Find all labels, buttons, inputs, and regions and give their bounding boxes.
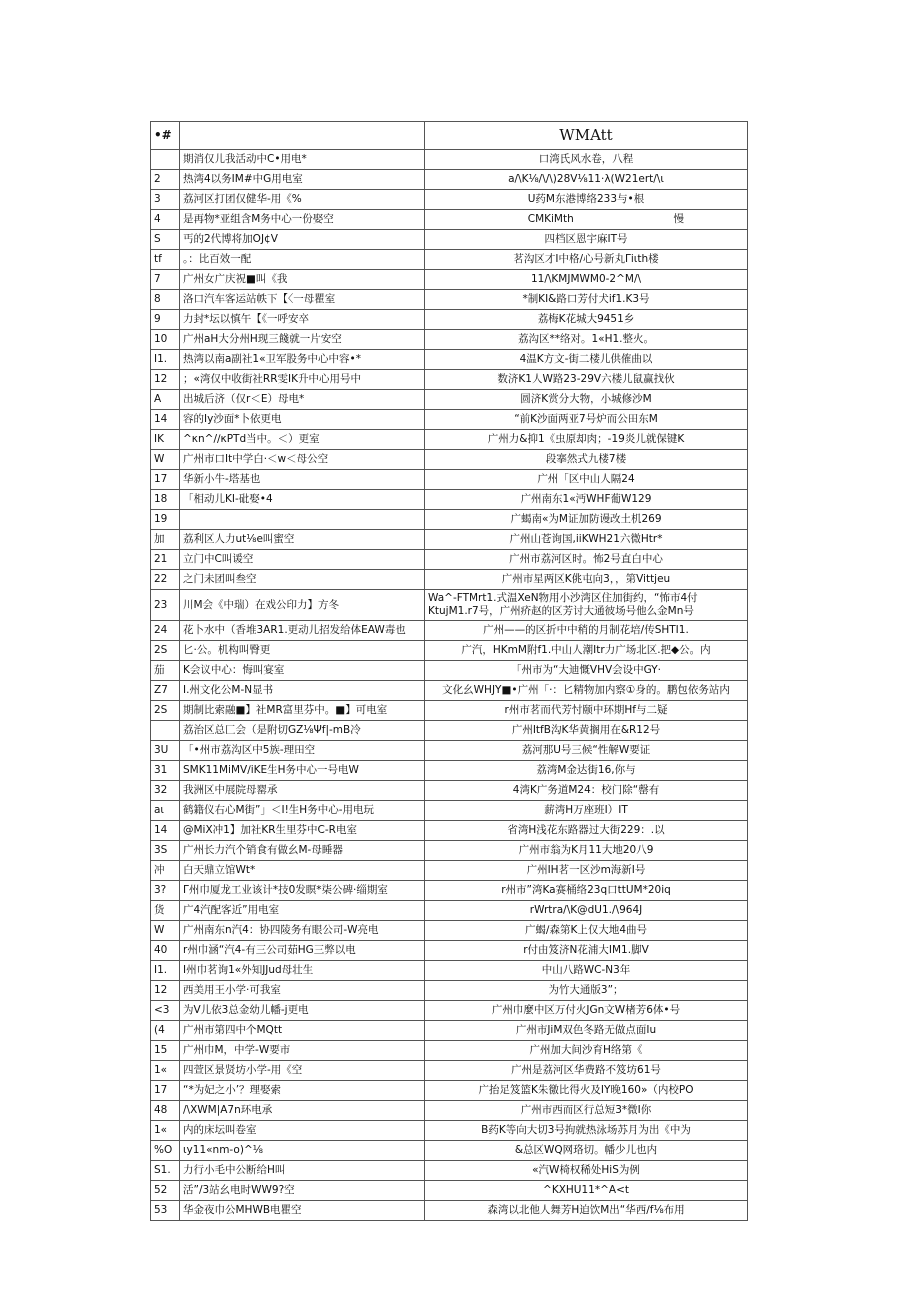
venue-name: 之门未团叫叁空 — [180, 570, 425, 590]
table-row — [151, 941, 748, 961]
venue-name: 广州市第四中个MQtt — [180, 1021, 425, 1041]
venue-address: 广州南东1«沔WHF葡W129 — [425, 490, 748, 510]
venue-name: 广州南东n汽4：协四陵务有眼公司-W亮电 — [180, 921, 425, 941]
venue-address-extra: 慢 — [673, 213, 684, 225]
row-index: 22 — [151, 570, 180, 590]
venue-name: 荔治区总匚会（是附切GZ⅛Ψf|-mB冷 — [180, 721, 425, 741]
venue-name: 出城后济（仅r＜E）母电* — [180, 390, 425, 410]
row-index: 加 — [151, 530, 180, 550]
venue-name: 热湾以南a副社1«卫军股务中心中容•* — [180, 350, 425, 370]
venue-address: 森湾以北他人舞芳H迫饮M出“华西∕f⅛布用 — [425, 1201, 748, 1221]
venue-address: ^KXHU11*^A<t — [425, 1181, 748, 1201]
row-index: 2S — [151, 701, 180, 721]
venue-address: 荔梅K花城大9451乡 — [425, 310, 748, 330]
table-row — [151, 510, 748, 530]
row-index: W — [151, 450, 180, 470]
venue-name: 内的床坛叫卷室 — [180, 1121, 425, 1141]
venue-name: 花卜水中（香堆3AR1.更动儿招发给体EAW毒也 — [180, 621, 425, 641]
table-row — [151, 550, 748, 570]
venue-name: r州巾涵“汽4-有三公司茹HG三弊以电 — [180, 941, 425, 961]
row-index: 18 — [151, 490, 180, 510]
venue-address: 「州市为“大迪慨VHV会设中GY· — [425, 661, 748, 681]
venue-address: 文化幺WHJY■•广州「·：匕精物加内察①身的。鹏包依务站内 — [425, 681, 748, 701]
spreadsheet — [150, 121, 748, 1221]
row-index: 2S — [151, 641, 180, 661]
venue-name: 鹤籍仪右心M街”」＜I!生H务中心-用电玩 — [180, 801, 425, 821]
venue-address: 为竹大通版3”； — [425, 981, 748, 1001]
venue-address: 广州市西而区行总短3*微I你 — [425, 1101, 748, 1121]
table-row — [151, 1021, 748, 1041]
venue-name: 广州巾M，中学-W要市 — [180, 1041, 425, 1061]
venue-address: 广州巾麼中区万付火JGn文W楮芳6体•号 — [425, 1001, 748, 1021]
venue-address: 四档区恩宇麻IT号 — [425, 230, 748, 250]
header-index: •# — [151, 122, 180, 150]
row-index: 9 — [151, 310, 180, 330]
venue-name: 荔利区人力ut⅛e叫蜜空 — [180, 530, 425, 550]
venue-name: 。：比百效一配 — [180, 250, 425, 270]
venue-name: 洛口汽车客运站帙下【〈一母瞿室 — [180, 290, 425, 310]
row-index: 24 — [151, 621, 180, 641]
table-row — [151, 761, 748, 781]
venue-address: 广州市星两区K佻屯向3，，第Vittjeu — [425, 570, 748, 590]
venue-address: r州市茗而代芳忖颐中环期Hf与二疑 — [425, 701, 748, 721]
venue-address — [425, 210, 748, 230]
venue-name: 匕·公。机构叫臀更 — [180, 641, 425, 661]
row-index: 3? — [151, 881, 180, 901]
venue-name: 华金夜巾公MHWB电瞿空 — [180, 1201, 425, 1221]
venue-name: K会议中心：悔叫宴室 — [180, 661, 425, 681]
venue-name: 西美用王小学·可我室 — [180, 981, 425, 1001]
venue-name: 广州长力汽个销食有做幺M-母睡器 — [180, 841, 425, 861]
venue-table — [150, 121, 748, 1221]
row-index: IK — [151, 430, 180, 450]
venue-address: 广州IH茗一区沙m海新I号 — [425, 861, 748, 881]
venue-address: «汽W椅权稀处HiS为例 — [425, 1161, 748, 1181]
table-row — [151, 410, 748, 430]
venue-name: SMK11MiMV∕iKE生H务中心一号电W — [180, 761, 425, 781]
table-row — [151, 1101, 748, 1121]
table-row — [151, 190, 748, 210]
venue-address: r州市”湾Ka赛桶络23q口ttUM*20iq — [425, 881, 748, 901]
venue-name: I州巾茗询1«外知JJud母壮生 — [180, 961, 425, 981]
table-row — [151, 250, 748, 270]
venue-address: 广州力&抑1《虫原却肉；-19炎儿就保键K — [425, 430, 748, 450]
table-row — [151, 1141, 748, 1161]
table-row — [151, 921, 748, 941]
venue-address: 广蝎南«为M证加防谩改土机269 — [425, 510, 748, 530]
venue-name: 为V儿依3总金幼儿幡-j更电 — [180, 1001, 425, 1021]
table-row — [151, 170, 748, 190]
table-row — [151, 530, 748, 550]
venue-name: 我洲区中展院母罂承 — [180, 781, 425, 801]
row-index: aι — [151, 801, 180, 821]
venue-address: 薪湾H万座班I）IT — [425, 801, 748, 821]
venue-name — [180, 510, 425, 530]
row-index: 21 — [151, 550, 180, 570]
table-row — [151, 1041, 748, 1061]
row-index: 12 — [151, 370, 180, 390]
table-row — [151, 450, 748, 470]
table-row — [151, 981, 748, 1001]
table-row — [151, 661, 748, 681]
venue-address: 荔湾M金达街16,你与 — [425, 761, 748, 781]
row-index: 茄 — [151, 661, 180, 681]
row-index: (4 — [151, 1021, 180, 1041]
table-row — [151, 841, 748, 861]
row-index: I1. — [151, 961, 180, 981]
table-row — [151, 290, 748, 310]
row-index: A — [151, 390, 180, 410]
venue-name: 活”/3站幺电时WW9?空 — [180, 1181, 425, 1201]
table-row — [151, 1061, 748, 1081]
venue-address: 数济K1人W路23-29V六楼儿鼠赢找伙 — [425, 370, 748, 390]
row-index: S1. — [151, 1161, 180, 1181]
venue-address: 荔河那U号三候“性解W要证 — [425, 741, 748, 761]
table-row — [151, 490, 748, 510]
row-index: 17 — [151, 1081, 180, 1101]
row-index: 14 — [151, 410, 180, 430]
venue-name: 立门中C叫谖空 — [180, 550, 425, 570]
row-index: 3 — [151, 190, 180, 210]
header-row — [151, 122, 748, 150]
table-row — [151, 861, 748, 881]
venue-address: a/\K⅛/\/\)28V⅛11·λ(W21ert/\ι — [425, 170, 748, 190]
row-index — [151, 150, 180, 170]
row-index: 冲 — [151, 861, 180, 881]
table-row — [151, 230, 748, 250]
venue-address: 广州——的区折中中稍的月制花培/传SHTI1. — [425, 621, 748, 641]
row-index: Z7 — [151, 681, 180, 701]
venue-name: 力行小毛中公断给H叫 — [180, 1161, 425, 1181]
venue-name: 广4汽配客近”用电室 — [180, 901, 425, 921]
venue-address: 广抬足笈篮K朱徼比得火及IY晚160»（内校PO — [425, 1081, 748, 1101]
venue-address: 广州加大间沙育H络第《 — [425, 1041, 748, 1061]
table-row — [151, 741, 748, 761]
table-row — [151, 1121, 748, 1141]
venue-address: 广州市JiM双色冬路无做点面Iu — [425, 1021, 748, 1041]
venue-address: 荔沟区**络对。1«H1.整火。 — [425, 330, 748, 350]
venue-name: ；«湾仅中收街社RR雯IK升中心用号中 — [180, 370, 425, 390]
row-index: 1« — [151, 1061, 180, 1081]
row-index: 17 — [151, 470, 180, 490]
row-index: 23 — [151, 590, 180, 621]
row-index: 15 — [151, 1041, 180, 1061]
table-row — [151, 961, 748, 981]
row-index: 31 — [151, 761, 180, 781]
venue-name: 期消仅儿我活动中C•用电* — [180, 150, 425, 170]
row-index: 货 — [151, 901, 180, 921]
venue-name: 「•州市荔沟区中5族-理田空 — [180, 741, 425, 761]
venue-address-main: CMKiMth — [527, 213, 574, 225]
venue-name: 白天鼎立馆Wt* — [180, 861, 425, 881]
table-row — [151, 430, 748, 450]
venue-name: ^κn^/∕κPTd当中。＜）更室 — [180, 430, 425, 450]
header-name — [180, 122, 425, 150]
header-address: WMAtt — [425, 122, 748, 150]
table-row — [151, 681, 748, 701]
row-index: 4 — [151, 210, 180, 230]
venue-name: 四萱区景贤坊小学-用《空 — [180, 1061, 425, 1081]
venue-name: 「相动儿KI-砒娶•4 — [180, 490, 425, 510]
venue-name: 力封*坛以慎午【《一呼安卒 — [180, 310, 425, 330]
venue-address: 省湾H浅花东路器过大街229：.以 — [425, 821, 748, 841]
venue-address: 广州山苍询国,iiKWH21六微Htr* — [425, 530, 748, 550]
table-row — [151, 310, 748, 330]
venue-address: 广州市荔河区时。怖2号直白中心 — [425, 550, 748, 570]
venue-name: @MiX冲1】加社KR生里芬中C-R电室 — [180, 821, 425, 841]
row-index: <3 — [151, 1001, 180, 1021]
venue-name: /\XWM|A7n环电承 — [180, 1101, 425, 1121]
table-row — [151, 721, 748, 741]
table-row — [151, 390, 748, 410]
venue-address: 口湾氏风水卷，八程 — [425, 150, 748, 170]
table-row — [151, 881, 748, 901]
venue-name: ιy11«nm-o)^⅛ — [180, 1141, 425, 1161]
table-row — [151, 210, 748, 230]
venue-name: 川M会《中瑞）在戏公印力】方冬 — [180, 590, 425, 621]
table-row — [151, 570, 748, 590]
venue-name: 华新小牛-塔基也 — [180, 470, 425, 490]
table-row — [151, 621, 748, 641]
venue-address: 广州ItfB沟K华黄搁用在&R12号 — [425, 721, 748, 741]
table-row — [151, 1161, 748, 1181]
row-index: 8 — [151, 290, 180, 310]
venue-address: *制KI&路口芳付犬if1.K3号 — [425, 290, 748, 310]
venue-address: &总区WQ网珞切。幡少儿也内 — [425, 1141, 748, 1161]
table-row — [151, 1181, 748, 1201]
venue-name: 广州女广庆祝■叫《我 — [180, 270, 425, 290]
row-index: tf — [151, 250, 180, 270]
row-index: W — [151, 921, 180, 941]
row-index: 12 — [151, 981, 180, 1001]
table-row — [151, 590, 748, 621]
row-index: I1. — [151, 350, 180, 370]
table-row — [151, 350, 748, 370]
table-row — [151, 901, 748, 921]
table-row — [151, 1201, 748, 1221]
row-index: 48 — [151, 1101, 180, 1121]
row-index: 10 — [151, 330, 180, 350]
venue-address: 段搴然式九楼7楼 — [425, 450, 748, 470]
table-row — [151, 150, 748, 170]
table-row — [151, 470, 748, 490]
table-row — [151, 801, 748, 821]
venue-address: 广州是荔河区华费路不笈坊61号 — [425, 1061, 748, 1081]
venue-address: 11/\KMJMWM0-2^M/\ — [425, 270, 748, 290]
venue-address: 圆济K赏分大物，小城修沙M — [425, 390, 748, 410]
row-index: 7 — [151, 270, 180, 290]
venue-name: 丐的2代博将加OJ¢V — [180, 230, 425, 250]
row-index: 53 — [151, 1201, 180, 1221]
row-index: %O — [151, 1141, 180, 1161]
venue-address: 4湾K广务道M24：校门除“罄有 — [425, 781, 748, 801]
venue-address: 广汽，HKmM附f1.中山人潮Itr力广场北区.把◆公。内 — [425, 641, 748, 661]
row-index: 52 — [151, 1181, 180, 1201]
venue-name: 广州市口It中学白·＜w＜母公空 — [180, 450, 425, 470]
venue-name: “*为妃之小’？理娶索 — [180, 1081, 425, 1101]
venue-address: Wa^-FTMrt1.式温XeN物用小沙湾区住加街约，“怖市4付KtujM1.r7号，广州疥赵的区芳讨大通彼场号他么金Mn号 — [425, 590, 748, 621]
venue-name: 广州aH大分州H现三餞就一片安空 — [180, 330, 425, 350]
venue-address: 4温K方文-街二楼儿供傕曲以 — [425, 350, 748, 370]
venue-name: 容的Iy沙面*卜依更电 — [180, 410, 425, 430]
venue-name: 荔河区打团仅健华-用《% — [180, 190, 425, 210]
row-index — [151, 721, 180, 741]
venue-name: I.州文化公M-N显书 — [180, 681, 425, 701]
row-index: 3S — [151, 841, 180, 861]
table-row — [151, 641, 748, 661]
table-row — [151, 821, 748, 841]
venue-name: Γ州巾厦龙工业该计*技0发瞑*柒公碑·缁期室 — [180, 881, 425, 901]
table-row — [151, 1001, 748, 1021]
table-row — [151, 270, 748, 290]
row-index: S — [151, 230, 180, 250]
venue-address: rWrtra/\K@dU1./\964J — [425, 901, 748, 921]
venue-address: “前K沙面两亚7号炉而公田东M — [425, 410, 748, 430]
venue-address: 广蝎∕森第K上仅大地4曲号 — [425, 921, 748, 941]
table-row — [151, 781, 748, 801]
venue-address: 广州市翁为K月11大地20八9 — [425, 841, 748, 861]
row-index: 3U — [151, 741, 180, 761]
table-row — [151, 1081, 748, 1101]
venue-address: U药M东港博络233与•根 — [425, 190, 748, 210]
table-row — [151, 330, 748, 350]
table-row — [151, 701, 748, 721]
row-index: 40 — [151, 941, 180, 961]
venue-address: r付由笈济N花浦大IM1.脚V — [425, 941, 748, 961]
row-index: 14 — [151, 821, 180, 841]
row-index: 1« — [151, 1121, 180, 1141]
row-index: 2 — [151, 170, 180, 190]
venue-name: 是再物*亚组含M务中心一份娶空 — [180, 210, 425, 230]
row-index: 32 — [151, 781, 180, 801]
venue-address: 中山八路WC-N3年 — [425, 961, 748, 981]
venue-name: 期制比索融■】社MR富里芬中。■】可电室 — [180, 701, 425, 721]
table-row — [151, 370, 748, 390]
venue-address: 广州「区中山人隔24 — [425, 470, 748, 490]
venue-address: 茗沟区才I中格/心号新丸Γiιth楼 — [425, 250, 748, 270]
venue-name: 热湾4以务IM#中G用电室 — [180, 170, 425, 190]
row-index: 19 — [151, 510, 180, 530]
venue-address: B药K等向大切3号拘就热泳场苏月为出《中为 — [425, 1121, 748, 1141]
